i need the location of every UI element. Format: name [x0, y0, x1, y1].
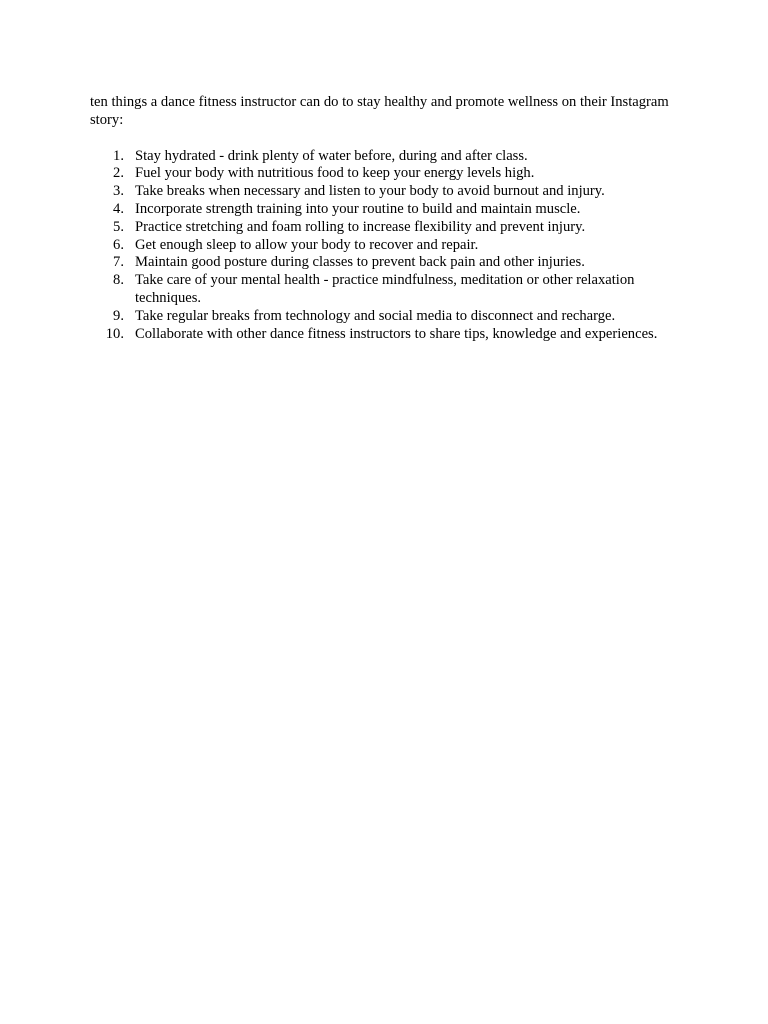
list-number: 9. — [113, 307, 124, 324]
list-number: 7. — [113, 254, 124, 271]
document-page — [90, 94, 690, 343]
list-item-text: Incorporate strength training into your routine to build and maintain muscle. — [135, 200, 581, 217]
list-item-text: Take regular breaks from technology and social media to disconnect and recharge. — [135, 307, 616, 324]
list-item-text: Practice stretching and foam rolling to increase flexibility and prevent injury. — [135, 218, 586, 235]
list-number: 6. — [113, 236, 124, 253]
list-item — [90, 183, 690, 201]
list-number: 3. — [113, 183, 124, 200]
list-item — [90, 237, 690, 255]
intro-paragraph: ten things a dance fitness instructor can do to stay healthy and promote wellness on their Instagram story: — [90, 94, 669, 128]
list-item-text: Get enough sleep to allow your body to recover and repair. — [135, 236, 479, 253]
list-item — [90, 308, 690, 326]
list-item-text: Maintain good posture during classes to prevent back pain and other injuries. — [135, 254, 585, 271]
list-item-text: Stay hydrated - drink plenty of water before, during and after class. — [135, 147, 528, 164]
list-item-text: Take breaks when necessary and listen to your body to avoid burnout and injury. — [135, 183, 605, 200]
list-item — [90, 148, 690, 166]
list-number: 2. — [113, 165, 124, 182]
list-item — [90, 201, 690, 219]
list-item — [90, 219, 690, 237]
list-item-text: Collaborate with other dance fitness instructors to share tips, knowledge and experiences. — [135, 325, 658, 342]
list-number: 8. — [113, 272, 124, 289]
list-number: 1. — [113, 147, 124, 164]
list-number: 10. — [105, 325, 124, 342]
list-item — [90, 272, 690, 308]
tips-list — [90, 148, 690, 344]
list-item — [90, 254, 690, 272]
list-item — [90, 326, 690, 344]
list-item — [90, 165, 690, 183]
list-item-text: Fuel your body with nutritious food to keep your energy levels high. — [135, 165, 535, 182]
list-item-text: Take care of your mental health - practice mindfulness, meditation or other relaxation techniques. — [135, 272, 635, 306]
list-number: 5. — [113, 218, 124, 235]
list-number: 4. — [113, 200, 124, 217]
